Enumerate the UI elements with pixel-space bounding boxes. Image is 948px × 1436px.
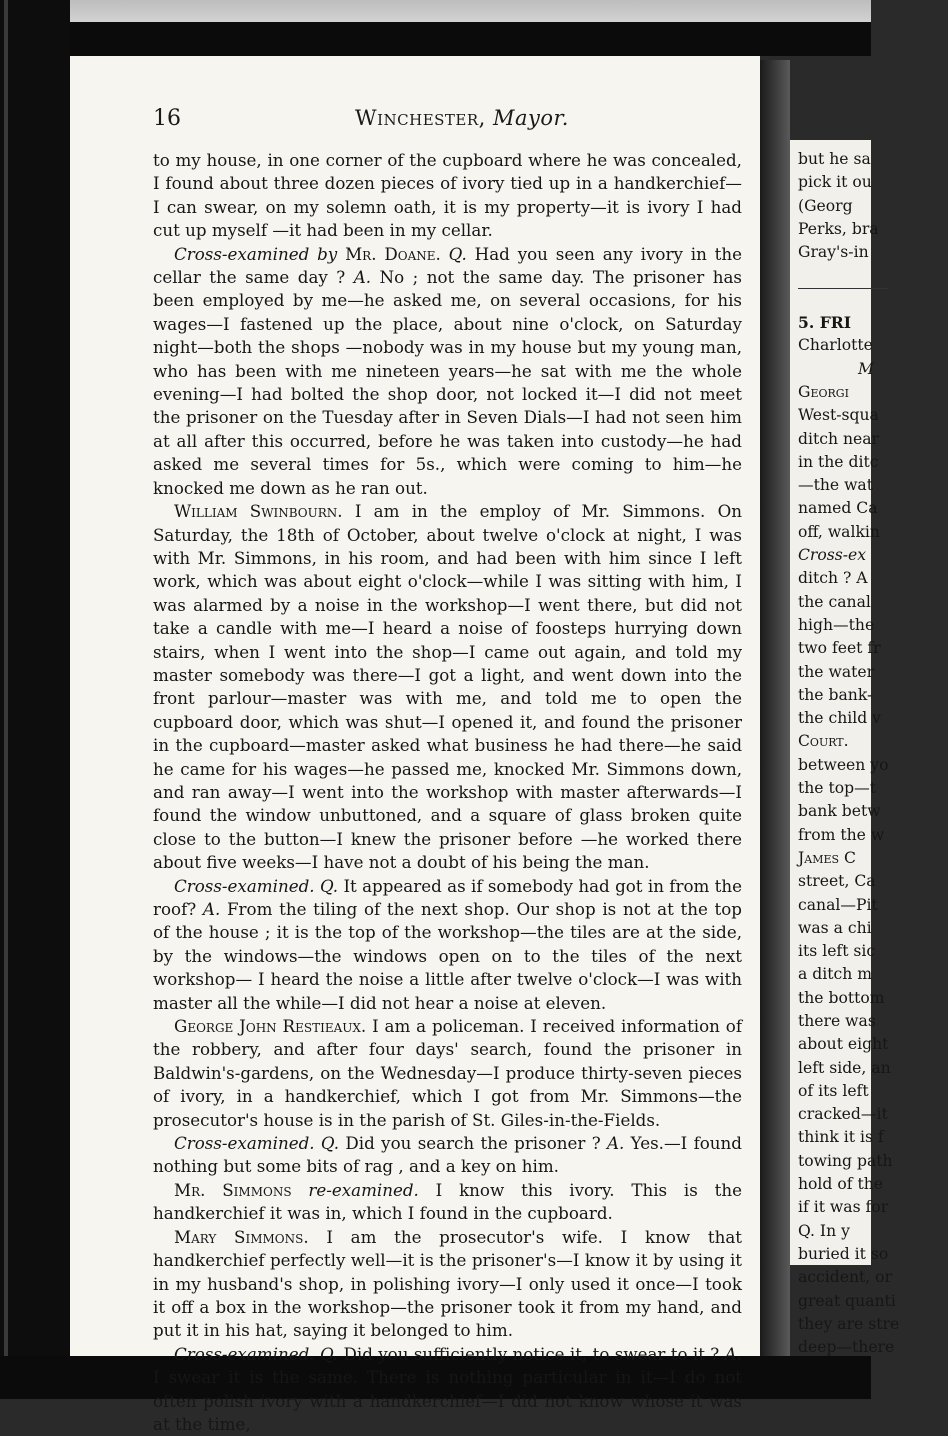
paragraph: [153, 1132, 742, 1179]
facing-line: ditch near: [798, 429, 879, 448]
italic-text: Q.: [319, 875, 339, 896]
facing-line: pick it ou: [798, 173, 872, 192]
paragraph-text: I know this ivory. This is the handkerchief it was in, which I found in the cupboard.: [153, 1179, 742, 1224]
facing-line: the bottom: [798, 988, 885, 1007]
facing-line: high—the: [798, 615, 875, 634]
italic-text: Cross-examined.: [174, 875, 315, 896]
facing-line: there was: [798, 1011, 876, 1030]
facing-line: think it is f: [798, 1128, 884, 1147]
paragraph-text: Did you search the prisoner ?: [339, 1133, 607, 1154]
paragraph: [153, 875, 742, 1015]
speaker-name: Mr. Simmons: [174, 1179, 292, 1200]
paragraph: [153, 1226, 742, 1343]
italic-text: Cross-examined by: [174, 243, 346, 264]
speaker-name: Mr. Doane.: [345, 243, 441, 264]
page-gutter-shadow: [760, 60, 790, 1356]
italic-text: A.: [724, 1343, 742, 1364]
facing-line: street, Ca: [798, 872, 876, 891]
facing-line: Q. In y: [798, 1221, 850, 1240]
page-number: 16: [153, 106, 181, 131]
facing-page-text: [798, 148, 948, 1359]
paragraph-text: I swear it is the same. There is nothing particular in it—I do not often polish ivory with a handkerchief—I did not know whose it was at the time,: [153, 1367, 742, 1434]
speaker-name: Mary Simmons.: [174, 1226, 309, 1247]
facing-line: the bank-: [798, 685, 873, 704]
facing-line: [798, 264, 948, 287]
italic-text: re-examined.: [308, 1179, 419, 1200]
facing-line: hold of the: [798, 1175, 884, 1194]
paragraph: [153, 243, 742, 500]
paragraph-text: No ; not the same day. The prisoner has been employed by me—he asked me, on several occasions, for his wages—I fastened up the place, about nine o'clock, on Saturday night—both the shops —nobody was in my house but my young man, who has been with me nineteen years—he sat with me the whole evening—I had bolted the shop door, not locked it—I did not meet the prisoner on the Tuesday after in Seven Dials—I had not seen him at all after this occurred, before he was taken into custody—he had asked me several times for 5s., which were coming to him—he knocked me down as he ran out.: [153, 267, 742, 498]
facing-line: if it was for: [798, 1198, 889, 1217]
italic-text: A.: [202, 899, 221, 919]
facing-line: they are stre: [798, 1314, 900, 1333]
facing-line: Court.: [798, 732, 849, 751]
paragraph-text: From the tiling of the next shop. Our shop is not at the top of the house ; it is the top of the workshop—the tiles are at the side, by the windows—the windows open on to the tiles of the next workshop— I heard the noise a little after twelve o'clock—I was with master all the while—I did not hear a noise at eleven.: [153, 899, 742, 1013]
paragraph-text: Yes.—I found nothing but some bits of rag , and a key on him.: [153, 1133, 742, 1177]
facing-line: buried it so: [798, 1244, 889, 1263]
italic-text: Q.: [320, 1133, 340, 1154]
paragraph: [153, 149, 742, 243]
italic-text: A.: [353, 267, 372, 288]
facing-line: [798, 288, 948, 311]
facing-line: off, walkin: [798, 522, 880, 541]
italic-text: Cross-examined.: [174, 1133, 315, 1154]
scan-top-border: [0, 22, 871, 56]
italic-text: Q.: [448, 243, 467, 264]
facing-line: a ditch m: [798, 965, 873, 984]
facing-page: [790, 140, 900, 1357]
facing-line: James C: [798, 848, 856, 867]
paragraph: [153, 1015, 742, 1132]
facing-page-rule: [798, 288, 888, 289]
facing-line: M: [858, 359, 874, 378]
facing-line: accident, or: [798, 1268, 893, 1287]
facing-line: ditch ? A: [798, 569, 868, 588]
facing-line: great quanti: [798, 1291, 896, 1310]
facing-line: of its left: [798, 1081, 869, 1100]
facing-line: canal—Pit: [798, 895, 878, 914]
italic-text: Q.: [319, 1343, 339, 1364]
facing-line: Cross-ex: [798, 546, 867, 565]
facing-line: its left sic: [798, 942, 876, 961]
facing-line: Perks, bra: [798, 219, 879, 238]
paragraph-text: [441, 244, 449, 264]
facing-line: 5. FRI: [798, 313, 852, 333]
speaker-name: George John Restieaux.: [174, 1016, 367, 1037]
facing-line: was a chi: [798, 918, 872, 937]
facing-line: deep—there: [798, 1338, 895, 1357]
italic-text: A.: [606, 1133, 625, 1154]
facing-line: West-squa: [798, 406, 879, 425]
facing-line: towing path: [798, 1151, 893, 1170]
paragraph-text: I am the prosecutor's wife. I know that handkerchief perfectly well—it is the prisoner's—I know it by using it in my husband's shop, in polishing ivory—I only used it once—I took it off a box in the workshop—the prisoner took it from my hand, and put it in his hat, saying it belonged to him.: [153, 1226, 742, 1341]
facing-line: bank betw: [798, 802, 881, 821]
paragraph-text: Did you sufficiently notice it, to swear to it ?: [338, 1343, 725, 1364]
facing-line: the top—t: [798, 779, 876, 798]
facing-line: about eight: [798, 1035, 889, 1054]
paragraph-text: I am in the employ of Mr. Simmons. On Saturday, the 18th of October, about twelve o'clock at night, I was with Mr. Simmons, in his room, and had been with him since I left work, which was about eight o'clock—while I was sitting with him, I was alarmed by a noise in the workshop—I went there, but did not take a candle with me—I heard a noise of foosteps hurrying down stairs, when I went into the shop—I came out again, and told my master somebody was there—I got a light, and went down into the front parlour—master was with me, and told me to open the cupboard door, which was shut—I opened it, and found the prisoner in the cupboard—master asked what business he had there—he said he came for his wages—he passed me, knocked Mr. Simmons down, and ran away—I went into the workshop with master afterwards—I found the window unbuttoned, and a square of glass broken quite close to the button—I knew the prisoner before —he worked there about five weeks—I have not a doubt of his being the man.: [153, 501, 742, 873]
facing-line: —the wat: [798, 476, 873, 495]
paragraph-text: [292, 1180, 309, 1200]
running-head-role: Mayor.: [493, 106, 569, 130]
facing-line: two feet fr: [798, 639, 881, 658]
paragraph-text: I am a policeman. I received information of the robbery, and after four days' search, found the prisoner in Baldwin's-gardens, on the Wednesday—I produce thirty-seven pieces of ivory, in a handkerchief, which I got from Mr. Simmons—the prosecutor's house is in the parish of St. Giles-in-the-Fields.: [153, 1016, 742, 1130]
italic-text: Cross-examined.: [174, 1343, 315, 1364]
facing-line: from the w: [798, 825, 885, 844]
facing-line: named Ca: [798, 499, 878, 518]
facing-line: in the ditc: [798, 452, 879, 471]
paragraph: [153, 1179, 742, 1226]
facing-line: the child v: [798, 709, 881, 728]
running-head: [355, 106, 569, 130]
facing-line: Gray's-in: [798, 243, 869, 262]
paragraph-text: to my house, in one corner of the cupboard where he was concealed, I found about three dozen pieces of ivory tied up in a handkerchief—I can swear, on my solemn oath, it is my property—it is ivory I had cut up myself —it had been in my cellar.: [153, 150, 742, 241]
paragraph: [153, 1343, 742, 1436]
facing-line: (Georg: [798, 196, 853, 215]
paragraph-text: Had you seen any ivory in the cellar the same day ?: [153, 243, 742, 288]
facing-line: left side, an: [798, 1058, 891, 1077]
facing-line: the water: [798, 662, 875, 681]
facing-line: the canal: [798, 592, 871, 611]
paragraph: [153, 500, 742, 875]
running-head-name: Winchester,: [355, 106, 486, 130]
scan-left-border: [0, 0, 70, 1399]
facing-line: cracked—it: [798, 1105, 888, 1124]
facing-line: Georgi: [798, 382, 849, 401]
facing-line: between yo: [798, 755, 889, 774]
facing-line: Charlotte: [798, 336, 873, 355]
body-text: [153, 149, 742, 1436]
speaker-name: William Swinbourn.: [174, 501, 343, 522]
facing-line: but he sa: [798, 150, 871, 168]
paragraph-text: It appeared as if somebody had got in from the roof?: [153, 875, 742, 919]
